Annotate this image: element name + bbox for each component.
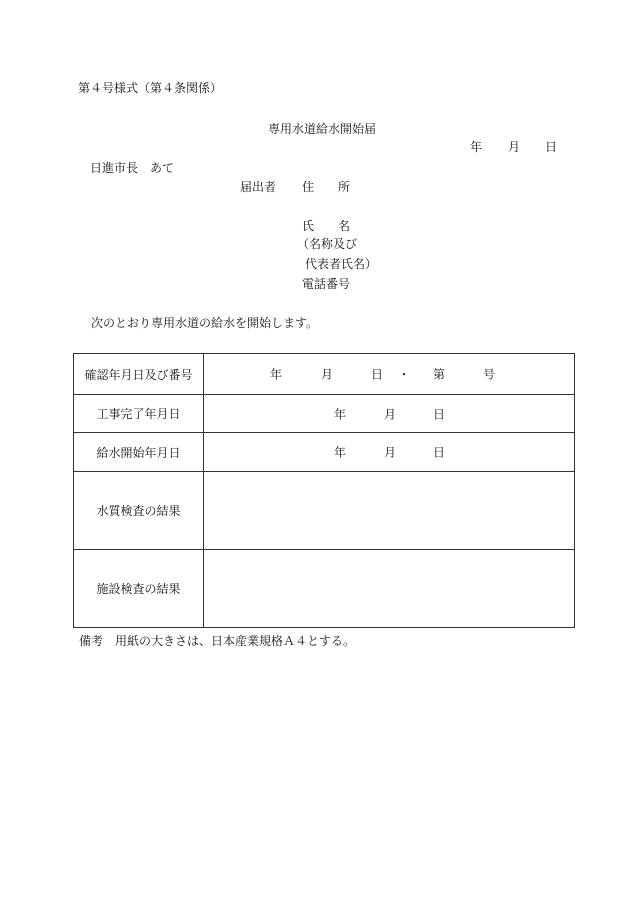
remarks-note: 備考 用紙の大きさは、日本産業規格Ａ４とする。 xyxy=(79,634,356,648)
supply-year: 年 xyxy=(334,445,347,460)
name-note-2: 代表者氏名） xyxy=(305,257,378,271)
form-number: 第４号様式（第４条関係） xyxy=(78,81,223,95)
table-row xyxy=(74,354,575,395)
address-label: 住 所 xyxy=(302,180,351,194)
supply-month: 月 xyxy=(384,445,397,460)
table-row xyxy=(74,550,575,628)
confirmation-day: 日 xyxy=(371,367,384,382)
supply-start-label: 給水開始年月日 xyxy=(74,433,204,472)
confirmation-dai: 第 xyxy=(433,367,446,382)
completion-month: 月 xyxy=(384,407,397,421)
statement-text: 次のとおり専用水道の給水を開始します。 xyxy=(91,316,319,330)
name-note-1: （名称及び xyxy=(297,237,358,251)
water-quality-label: 水質検査の結果 xyxy=(74,472,204,550)
facility-inspection-value xyxy=(204,550,575,628)
confirmation-label: 確認年月日及び番号 xyxy=(74,354,204,395)
addressee: 日進市長 あて xyxy=(90,161,175,175)
completion-day: 日 xyxy=(433,407,446,421)
table-row xyxy=(74,472,575,550)
document-title: 専用水道給水開始届 xyxy=(268,122,377,136)
confirmation-separator: ・ xyxy=(398,367,411,382)
applicant-label: 届出者 xyxy=(240,180,277,194)
confirmation-year: 年 xyxy=(270,367,283,382)
facility-inspection-label: 施設検査の結果 xyxy=(74,550,204,628)
supply-day: 日 xyxy=(433,445,446,460)
completion-date-label: 工事完了年月日 xyxy=(74,395,204,433)
name-label: 氏 名 xyxy=(302,219,351,233)
phone-label: 電話番号 xyxy=(302,277,351,291)
date-year-label: 年 xyxy=(470,140,483,154)
table-row xyxy=(74,395,575,433)
supply-start-value xyxy=(204,433,575,472)
confirmation-value xyxy=(204,354,575,395)
application-table xyxy=(73,353,575,628)
date-month-label: 月 xyxy=(508,140,521,154)
water-quality-value xyxy=(204,472,575,550)
date-day-label: 日 xyxy=(545,140,558,154)
confirmation-month: 月 xyxy=(321,367,334,382)
completion-date-value xyxy=(204,395,575,433)
confirmation-go: 号 xyxy=(483,367,496,382)
completion-year: 年 xyxy=(334,407,347,421)
table-row xyxy=(74,433,575,472)
